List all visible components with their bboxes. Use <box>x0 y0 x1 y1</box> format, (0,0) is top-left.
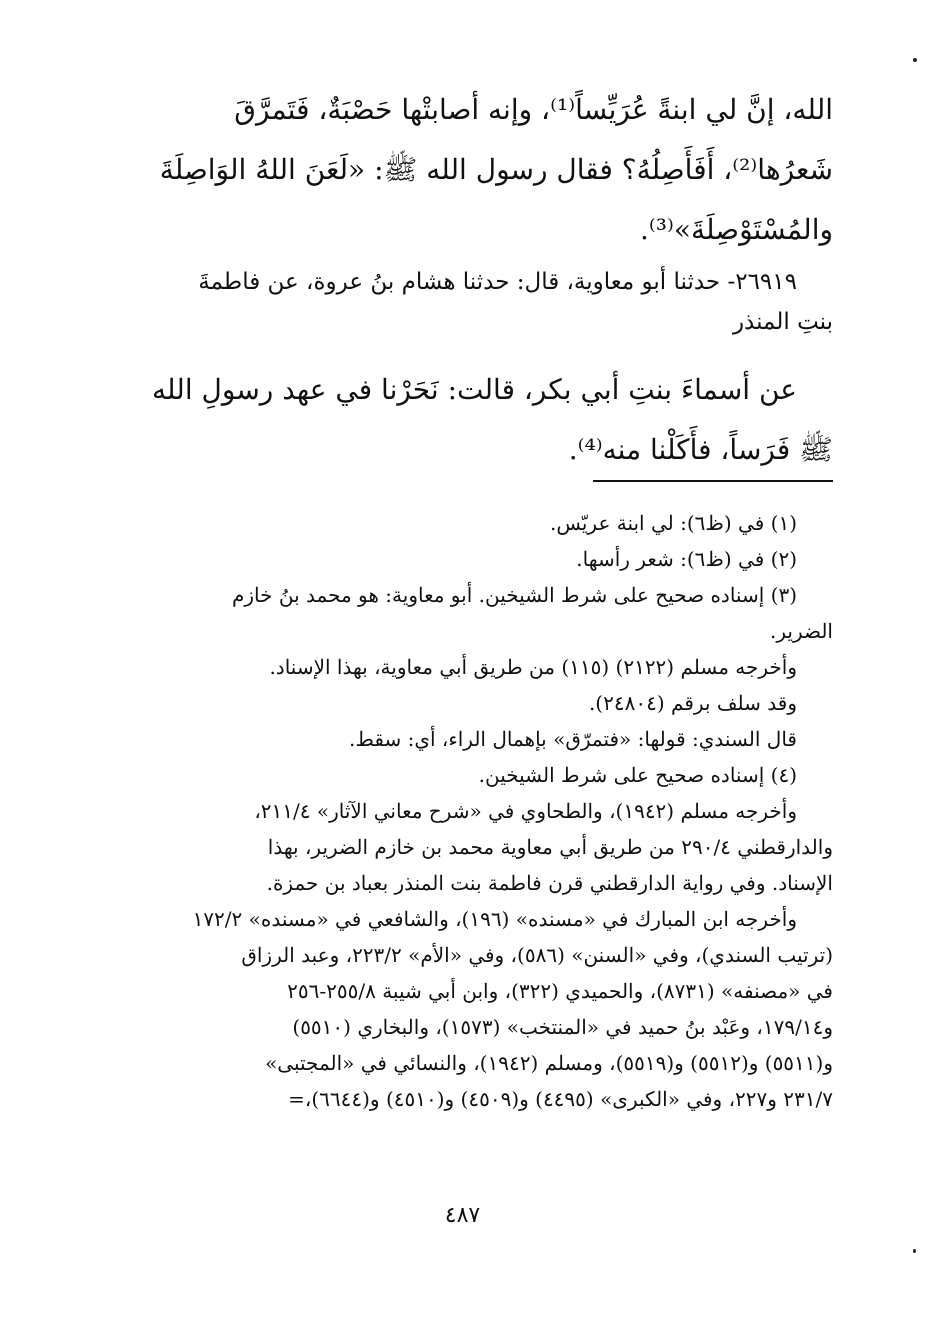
footnote-line: وأخرجه مسلم (٢١٢٢) (١١٥) من طريق أبي معاوية، بهذا الإسناد. <box>269 655 797 679</box>
footnote-divider <box>593 480 833 482</box>
text-line: بنتِ المنذر <box>732 309 833 335</box>
footnote-line: الإسناد. وفي رواية الدارقطني قرن فاطمة بنت المنذر بعباد بن حمزة. <box>266 871 833 895</box>
footnote-line: قال السندي: قولها: «فتمرّق» بإهمال الراء، أي: سقط. <box>349 727 797 751</box>
main-paragraph-1 <box>133 80 833 260</box>
footnotes <box>133 505 833 1117</box>
footnote-line: و(٥٥١١) و(٥٥١٢) و(٥٥١٩)، ومسلم (١٩٤٢)، والنسائي في «المجتبى» <box>265 1051 833 1075</box>
footnote-line: (١) في (ظ٦): لي ابنة عريّس. <box>549 511 797 535</box>
footnote-line: في «مصنفه» (٨٧٣١)، والحميدي (٣٢٢)، وابن أبي شيبة ٢٥٥/٨-٢٥٦ <box>287 979 833 1003</box>
footnote-line: (ترتيب السندي)، وفي «السنن» (٥٨٦)، وفي «الأم» ٢٢٣/٢، وعبد الرزاق <box>241 943 833 967</box>
text-line: شَعرُها⁽²⁾، أَفَأَصِلُهُ؟ فقال رسول الله ﷺ: «لَعَنَ اللهُ الوَاصِلَةَ <box>159 153 833 186</box>
scan-speck <box>913 58 917 62</box>
scan-speck <box>913 1249 916 1253</box>
text-line: ٢٦٩١٩- حدثنا أبو معاوية، قال: حدثنا هشام بنُ عروة، عن فاطمةَ <box>198 269 797 295</box>
text-line: الله، إنَّ لي ابنةً عُرَيِّساً⁽¹⁾، وإنه أصابتْها حَصْبَةٌ، فَتَمرَّقَ <box>234 93 833 126</box>
footnote-line: ٢٣١/٧ و٢٢٧، وفي «الكبرى» (٤٤٩٥) و(٤٥٠٩) و(٤٥١٠) و(٦٦٤٤)،= <box>288 1087 833 1111</box>
footnote-line: وأخرجه مسلم (١٩٤٢)، والطحاوي في «شرح معاني الآثار» ٢١١/٤، <box>254 799 797 823</box>
text-line: ﷺ فَرَساً، فأَكَلْنا منه⁽⁴⁾. <box>568 433 833 466</box>
footnote-line: و١٧٩/١٤، وعَبْد بنُ حميد في «المنتخب» (١٥٧٣)، والبخاري (٥٥١٠) <box>292 1015 833 1039</box>
text-line: عن أسماءَ بنتِ أبي بكر، قالت: نَحَرْنا في عهد رسولِ الله <box>152 373 797 406</box>
text-line: والمُسْتَوْصِلَةَ»⁽³⁾. <box>640 213 833 246</box>
hadith-chain <box>133 262 833 342</box>
footnote-line: والدارقطني ٢٩٠/٤ من طريق أبي معاوية محمد بن خازم الضرير، بهذا <box>267 835 833 859</box>
footnote-line: وأخرجه ابن المبارك في «مسنده» (١٩٦)، والشافعي في «مسنده» ١٧٢/٢ <box>192 907 797 931</box>
footnote-line: (٢) في (ظ٦): شعر رأسها. <box>576 547 797 571</box>
footnote-line: الضرير. <box>770 619 833 643</box>
main-paragraph-2 <box>133 360 833 480</box>
footnote-line: (٤) إسناده صحيح على شرط الشيخين. <box>478 763 797 787</box>
footnote-line: وقد سلف برقم (٢٤٨٠٤). <box>588 691 797 715</box>
footnote-line: (٣) إسناده صحيح على شرط الشيخين. أبو معاوية: هو محمد بنُ خازم <box>232 583 797 607</box>
page-number: ٤٨٧ <box>444 1203 481 1228</box>
